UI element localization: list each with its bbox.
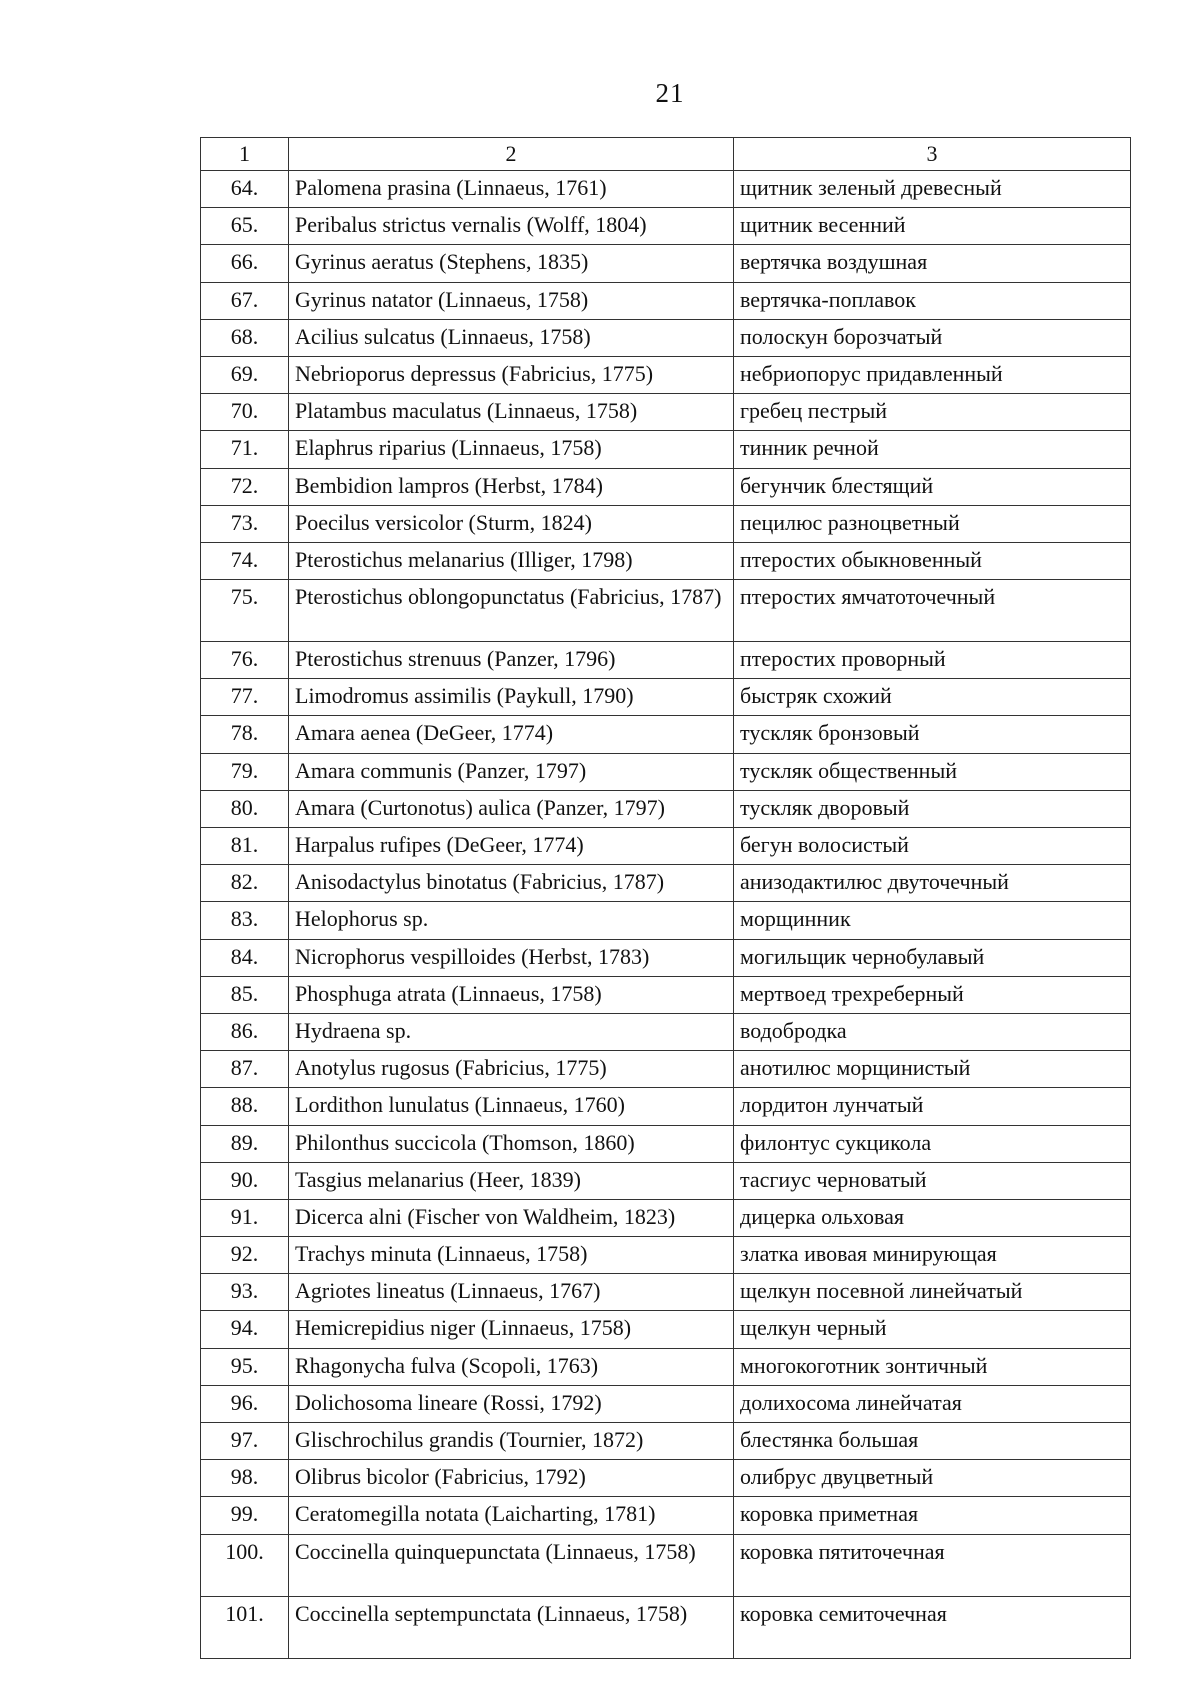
russian-name-cell: щитник весенний [734, 208, 1131, 245]
latin-name-cell: Phosphuga atrata (Linnaeus, 1758) [289, 976, 734, 1013]
row-number: 73. [201, 505, 289, 542]
table-row [201, 1311, 1131, 1348]
row-number: 92. [201, 1237, 289, 1274]
latin-name-cell: Lordithon lunulatus (Linnaeus, 1760) [289, 1088, 734, 1125]
row-number: 90. [201, 1162, 289, 1199]
latin-name-cell: Olibrus bicolor (Fabricius, 1792) [289, 1460, 734, 1497]
table-row [201, 939, 1131, 976]
table-row [201, 1237, 1131, 1274]
species-table [200, 137, 1131, 1659]
row-number: 79. [201, 753, 289, 790]
row-number: 100. [201, 1534, 289, 1596]
russian-name-cell: вертячка-поплавок [734, 282, 1131, 319]
latin-name-cell: Pterostichus melanarius (Illiger, 1798) [289, 542, 734, 579]
row-number: 81. [201, 828, 289, 865]
russian-name-cell: водобродка [734, 1013, 1131, 1050]
russian-name-cell: лордитон лунчатый [734, 1088, 1131, 1125]
table-row [201, 1088, 1131, 1125]
latin-name-cell: Amara communis (Panzer, 1797) [289, 753, 734, 790]
russian-name-cell: долихосома линейчатая [734, 1385, 1131, 1422]
latin-name-cell: Philonthus succicola (Thomson, 1860) [289, 1125, 734, 1162]
russian-name-cell: коровка пятиточечная [734, 1534, 1131, 1596]
russian-name-cell: вертячка воздушная [734, 245, 1131, 282]
latin-name-cell: Anotylus rugosus (Fabricius, 1775) [289, 1051, 734, 1088]
russian-name-cell: блестянка большая [734, 1423, 1131, 1460]
row-number: 72. [201, 468, 289, 505]
russian-name-cell: филонтус сукцикола [734, 1125, 1131, 1162]
latin-name-cell: Nebrioporus depressus (Fabricius, 1775) [289, 356, 734, 393]
russian-name-cell: щитник зеленый древесный [734, 171, 1131, 208]
column-header-number: 1 [201, 138, 289, 171]
row-number: 80. [201, 790, 289, 827]
column-header-latin-name: 2 [289, 138, 734, 171]
russian-name-cell: златка ивовая минирующая [734, 1237, 1131, 1274]
table-row [201, 208, 1131, 245]
latin-name-cell: Pterostichus strenuus (Panzer, 1796) [289, 642, 734, 679]
russian-name-cell: тускляк общественный [734, 753, 1131, 790]
russian-name-cell: тасгиус черноватый [734, 1162, 1131, 1199]
table-row [201, 1460, 1131, 1497]
column-header-russian-name: 3 [734, 138, 1131, 171]
latin-name-cell: Amara aenea (DeGeer, 1774) [289, 716, 734, 753]
latin-name-cell: Nicrophorus vespilloides (Herbst, 1783) [289, 939, 734, 976]
russian-name-cell: птеростих проворный [734, 642, 1131, 679]
latin-name-cell: Bembidion lampros (Herbst, 1784) [289, 468, 734, 505]
latin-name-cell: Trachys minuta (Linnaeus, 1758) [289, 1237, 734, 1274]
latin-name-cell: Harpalus rufipes (DeGeer, 1774) [289, 828, 734, 865]
latin-name-cell: Dicerca alni (Fischer von Waldheim, 1823) [289, 1199, 734, 1236]
table-row [201, 468, 1131, 505]
table-header-row [201, 138, 1131, 171]
table-row [201, 1199, 1131, 1236]
latin-name-cell: Rhagonycha fulva (Scopoli, 1763) [289, 1348, 734, 1385]
latin-name-cell: Limodromus assimilis (Paykull, 1790) [289, 679, 734, 716]
table-row [201, 1013, 1131, 1050]
table-row [201, 790, 1131, 827]
russian-name-cell: бегунчик блестящий [734, 468, 1131, 505]
latin-name-cell: Agriotes lineatus (Linnaeus, 1767) [289, 1274, 734, 1311]
russian-name-cell: могильщик чернобулавый [734, 939, 1131, 976]
table-row [201, 679, 1131, 716]
row-number: 89. [201, 1125, 289, 1162]
table-row [201, 1534, 1131, 1596]
row-number: 86. [201, 1013, 289, 1050]
russian-name-cell: птеростих обыкновенный [734, 542, 1131, 579]
table-row [201, 716, 1131, 753]
row-number: 87. [201, 1051, 289, 1088]
row-number: 67. [201, 282, 289, 319]
row-number: 69. [201, 356, 289, 393]
row-number: 85. [201, 976, 289, 1013]
row-number: 98. [201, 1460, 289, 1497]
row-number: 83. [201, 902, 289, 939]
row-number: 71. [201, 431, 289, 468]
russian-name-cell: щелкун черный [734, 1311, 1131, 1348]
russian-name-cell: коровка приметная [734, 1497, 1131, 1534]
russian-name-cell: тускляк бронзовый [734, 716, 1131, 753]
latin-name-cell: Pterostichus oblongopunctatus (Fabricius, 1787) [289, 580, 734, 642]
table-row [201, 319, 1131, 356]
latin-name-cell: Helophorus sp. [289, 902, 734, 939]
table-row [201, 1423, 1131, 1460]
latin-name-cell: Glischrochilus grandis (Tournier, 1872) [289, 1423, 734, 1460]
latin-name-cell: Tasgius melanarius (Heer, 1839) [289, 1162, 734, 1199]
russian-name-cell: птеростих ямчатоточечный [734, 580, 1131, 642]
row-number: 75. [201, 580, 289, 642]
latin-name-cell: Amara (Curtonotus) aulica (Panzer, 1797) [289, 790, 734, 827]
table-row [201, 902, 1131, 939]
russian-name-cell: анотилюс морщинистый [734, 1051, 1131, 1088]
russian-name-cell: тинник речной [734, 431, 1131, 468]
latin-name-cell: Coccinella quinquepunctata (Linnaeus, 1758) [289, 1534, 734, 1596]
row-number: 94. [201, 1311, 289, 1348]
latin-name-cell: Acilius sulcatus (Linnaeus, 1758) [289, 319, 734, 356]
table-row [201, 1596, 1131, 1658]
russian-name-cell: анизодактилюс двуточечный [734, 865, 1131, 902]
row-number: 88. [201, 1088, 289, 1125]
row-number: 65. [201, 208, 289, 245]
russian-name-cell: быстряк схожий [734, 679, 1131, 716]
table-row [201, 282, 1131, 319]
table-row [201, 865, 1131, 902]
latin-name-cell: Poecilus versicolor (Sturm, 1824) [289, 505, 734, 542]
russian-name-cell: пецилюс разноцветный [734, 505, 1131, 542]
table-row [201, 542, 1131, 579]
table-row [201, 1051, 1131, 1088]
row-number: 78. [201, 716, 289, 753]
table-row [201, 1125, 1131, 1162]
russian-name-cell: многокоготник зонтичный [734, 1348, 1131, 1385]
latin-name-cell: Palomena prasina (Linnaeus, 1761) [289, 171, 734, 208]
latin-name-cell: Hemicrepidius niger (Linnaeus, 1758) [289, 1311, 734, 1348]
row-number: 99. [201, 1497, 289, 1534]
row-number: 96. [201, 1385, 289, 1422]
table-row [201, 356, 1131, 393]
row-number: 77. [201, 679, 289, 716]
table-body [201, 171, 1131, 1659]
russian-name-cell: коровка семиточечная [734, 1596, 1131, 1658]
latin-name-cell: Dolichosoma lineare (Rossi, 1792) [289, 1385, 734, 1422]
latin-name-cell: Coccinella septempunctata (Linnaeus, 1758) [289, 1596, 734, 1658]
table-row [201, 1274, 1131, 1311]
russian-name-cell: олибрус двуцветный [734, 1460, 1131, 1497]
latin-name-cell: Gyrinus aeratus (Stephens, 1835) [289, 245, 734, 282]
table-row [201, 245, 1131, 282]
row-number: 91. [201, 1199, 289, 1236]
table-row [201, 1348, 1131, 1385]
row-number: 64. [201, 171, 289, 208]
table-row [201, 1162, 1131, 1199]
row-number: 70. [201, 394, 289, 431]
row-number: 84. [201, 939, 289, 976]
row-number: 68. [201, 319, 289, 356]
latin-name-cell: Peribalus strictus vernalis (Wolff, 1804) [289, 208, 734, 245]
russian-name-cell: дицерка ольховая [734, 1199, 1131, 1236]
russian-name-cell: мертвоед трехреберный [734, 976, 1131, 1013]
latin-name-cell: Ceratomegilla notata (Laicharting, 1781) [289, 1497, 734, 1534]
latin-name-cell: Platambus maculatus (Linnaeus, 1758) [289, 394, 734, 431]
row-number: 76. [201, 642, 289, 679]
table-row [201, 431, 1131, 468]
row-number: 66. [201, 245, 289, 282]
row-number: 97. [201, 1423, 289, 1460]
row-number: 74. [201, 542, 289, 579]
russian-name-cell: тускляк дворовый [734, 790, 1131, 827]
table-row [201, 828, 1131, 865]
row-number: 82. [201, 865, 289, 902]
russian-name-cell: щелкун посевной линейчатый [734, 1274, 1131, 1311]
table-row [201, 976, 1131, 1013]
latin-name-cell: Elaphrus riparius (Linnaeus, 1758) [289, 431, 734, 468]
row-number: 101. [201, 1596, 289, 1658]
table-row [201, 505, 1131, 542]
table-row [201, 1385, 1131, 1422]
table-row [201, 642, 1131, 679]
row-number: 95. [201, 1348, 289, 1385]
table-row [201, 753, 1131, 790]
table-row [201, 580, 1131, 642]
latin-name-cell: Gyrinus natator (Linnaeus, 1758) [289, 282, 734, 319]
table-row [201, 394, 1131, 431]
table-row [201, 1497, 1131, 1534]
russian-name-cell: гребец пестрый [734, 394, 1131, 431]
latin-name-cell: Hydraena sp. [289, 1013, 734, 1050]
russian-name-cell: бегун волосистый [734, 828, 1131, 865]
russian-name-cell: полоскун борозчатый [734, 319, 1131, 356]
table-row [201, 171, 1131, 208]
russian-name-cell: морщинник [734, 902, 1131, 939]
page-number: 21 [655, 78, 685, 108]
russian-name-cell: небриопорус придавленный [734, 356, 1131, 393]
row-number: 93. [201, 1274, 289, 1311]
latin-name-cell: Anisodactylus binotatus (Fabricius, 1787) [289, 865, 734, 902]
